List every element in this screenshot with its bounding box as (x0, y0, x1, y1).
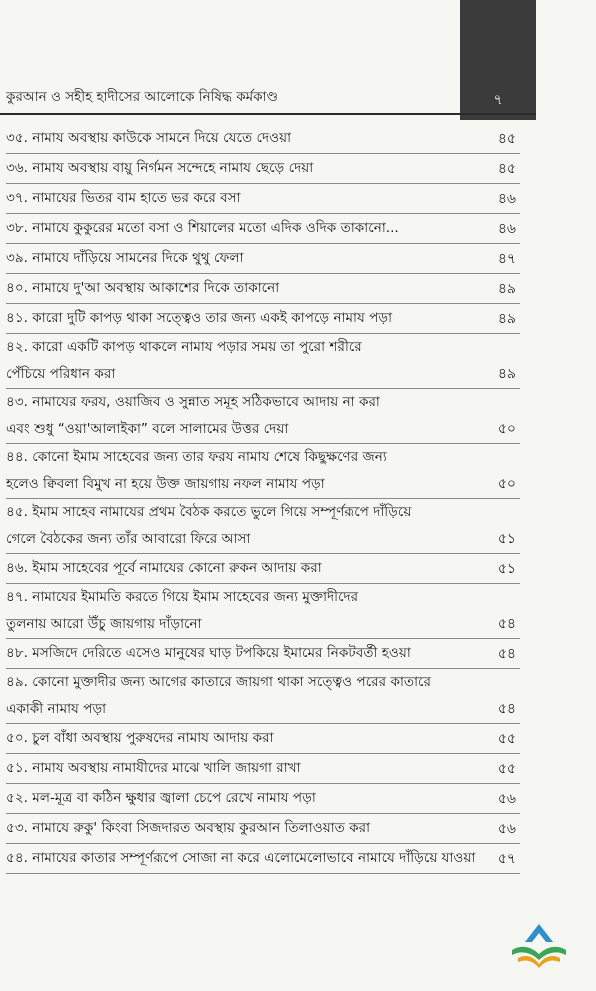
toc-entry-page: ৫১ (497, 531, 516, 547)
toc-entry-page: ৪৬ (497, 191, 516, 207)
toc-entry-text: ৫৩. নামাযে রুকু' কিংবা সিজদারত অবস্থায় কুরআন তিলাওয়াত করা (6, 820, 371, 836)
toc-entry-text: ৪৫. ইমাম সাহেব নামাযের প্রথম বৈঠক করতে ভুলে গিয়ে সম্পূর্ণরূপে দাঁড়িয়ে (6, 504, 412, 520)
toc-entry-text: গেলে বৈঠকের জন্য তাঁর আবারো ফিরে আসা (6, 531, 251, 547)
toc-entry-text: ৩৫. নামায অবস্থায় কাউকে সামনে দিয়ে যেতে দেওয়া (6, 130, 292, 146)
toc-entry-page: ৪৫ (497, 131, 516, 147)
toc-entry-page: ৪৯ (497, 311, 516, 327)
toc-entry-text: ৪২. কারো একটি কাপড় থাকলে নামায পড়ার সময় তা পুরো শরীরে (6, 339, 362, 355)
toc-entry (6, 124, 520, 154)
toc-entry-page: ৪৬ (497, 221, 516, 237)
toc-entry-text: ৫১. নামায অবস্থায় নামাযীদের মাঝে খালি জায়গা রাখা (6, 760, 301, 776)
toc-entry-text: ৪৪. কোনো ইমাম সাহেবের জন্য তার ফরয নামায শেষে কিছুক্ষণের জন্য (6, 449, 387, 465)
toc-entry-text: পেঁচিয়ে পরিধান করা (6, 366, 116, 382)
toc-entry-page: ৪৫ (497, 161, 516, 177)
toc-entry (6, 639, 520, 669)
toc-entry-text: ৪১. কারো দুটি কাপড় থাকা সত্ত্বেও তার জন্য একই কাপড়ে নামায পড়া (6, 310, 393, 326)
toc-entry-page: ৫০ (497, 476, 516, 492)
toc-entry-text: একাকী নামায পড়া (6, 701, 107, 717)
toc-entry-text: ৪৯. কোনো মুক্তাদীর জন্য আগের কাতারে জায়গা থাকা সত্ত্বেও পরের কাতারে (6, 674, 431, 690)
page-number: ৭ (493, 92, 503, 108)
toc-entry (6, 584, 520, 639)
toc-entry-page: ৫৫ (497, 761, 516, 777)
toc-entry-page: ৪৯ (497, 366, 516, 382)
toc-entry-page: ৫৪ (497, 646, 516, 662)
toc-entry-text: ৪৭. নামাযের ইমামতি করতে গিয়ে ইমাম সাহেবের জন্য মুক্তাদীদের (6, 589, 359, 605)
toc-entry (6, 184, 520, 214)
toc-entry-page: ৫৬ (497, 791, 516, 807)
toc-entry (6, 244, 520, 274)
toc-entry-text: ৪৩. নামাযের ফরয, ওয়াজিব ও সুন্নাত সমূহ সঠিকভাবে আদায় না করা (6, 394, 380, 410)
publisher-logo-icon (508, 920, 570, 972)
toc-entry (6, 784, 520, 814)
toc-entry (6, 389, 520, 444)
toc-entry (6, 724, 520, 754)
toc-entry-page: ৫১ (497, 561, 516, 577)
toc-entry-page: ৪৯ (497, 281, 516, 297)
toc-entry-text: ৩৬. নামায অবস্থায় বায়ু নির্গমন সন্দেহে নামায ছেড়ে দেয়া (6, 160, 314, 176)
toc-entry (6, 754, 520, 784)
toc-entry (6, 844, 520, 874)
toc-entry-page: ৪৭ (497, 251, 516, 267)
toc-entry (6, 304, 520, 334)
toc-entry (6, 444, 520, 499)
toc-entry-text: ৪৬. ইমাম সাহেবের পূর্বে নামাযের কোনো রুকন আদায় করা (6, 560, 322, 576)
toc-entry (6, 554, 520, 584)
toc-entry-page: ৫৪ (497, 616, 516, 632)
page-number-tab (460, 0, 536, 120)
toc-entry (6, 814, 520, 844)
toc-entry (6, 274, 520, 304)
toc-entry-text: ৫০. চুল বাঁধা অবস্থায় পুরুষদের নামায আদায় করা (6, 730, 274, 746)
toc-entry-text: ৩৭. নামাযের ভিতর বাম হাতে ভর করে বসা (6, 190, 241, 206)
toc-entry-text: ৪০. নামাযে দু'আ অবস্থায় আকাশের দিকে তাকানো (6, 280, 280, 296)
toc-entry-text: তুলনায় আরো উঁচু জায়গায় দাঁড়ানো (6, 616, 202, 632)
toc-entry-text: ৫২. মল-মূত্র বা কঠিন ক্ষুধার জ্বালা চেপে রেখে নামায পড়া (6, 790, 316, 806)
toc-entry-page: ৫০ (497, 421, 516, 437)
toc-entry (6, 214, 520, 244)
toc-entry (6, 154, 520, 184)
toc-entry-text: ৫৪. নামাযের কাতার সম্পূর্ণরূপে সোজা না করে এলোমেলোভাবে নামাযে দাঁড়িয়ে যাওয়া (6, 850, 476, 866)
toc-entry-page: ৫৬ (497, 821, 516, 837)
toc-entry (6, 669, 520, 724)
toc-entry-text: এবং শুধু “ওয়া'আলাইকা” বলে সালামের উত্তর দেয়া (6, 421, 289, 437)
header-divider (0, 113, 536, 115)
table-of-contents (6, 124, 520, 874)
toc-entry-page: ৫৫ (497, 731, 516, 747)
toc-entry (6, 499, 520, 554)
toc-entry-page: ৫৭ (497, 851, 516, 867)
toc-entry-text: ৪৮. মসজিদে দেরিতে এসেও মানুষের ঘাড় টপকিয়ে ইমামের নিকটবর্তী হওয়া (6, 645, 411, 661)
toc-entry-text: ৩৯. নামাযে দাঁড়িয়ে সামনের দিকে থুথু ফেলা (6, 250, 244, 266)
toc-entry-page: ৫৪ (497, 701, 516, 717)
toc-entry-text: ৩৮. নামাযে কুকুরের মতো বসা ও শিয়ালের মতো এদিক ওদিক তাকানো... (6, 220, 399, 236)
toc-entry-text: হলেও ক্বিবলা বিমুখ না হয়ে উক্ত জায়গায় নফল নামায পড়া (6, 476, 325, 492)
running-header-title: কুরআন ও সহীহ হাদীসের আলোকে নিষিদ্ধ কর্মকাণ্ড (6, 89, 278, 105)
toc-entry (6, 334, 520, 389)
